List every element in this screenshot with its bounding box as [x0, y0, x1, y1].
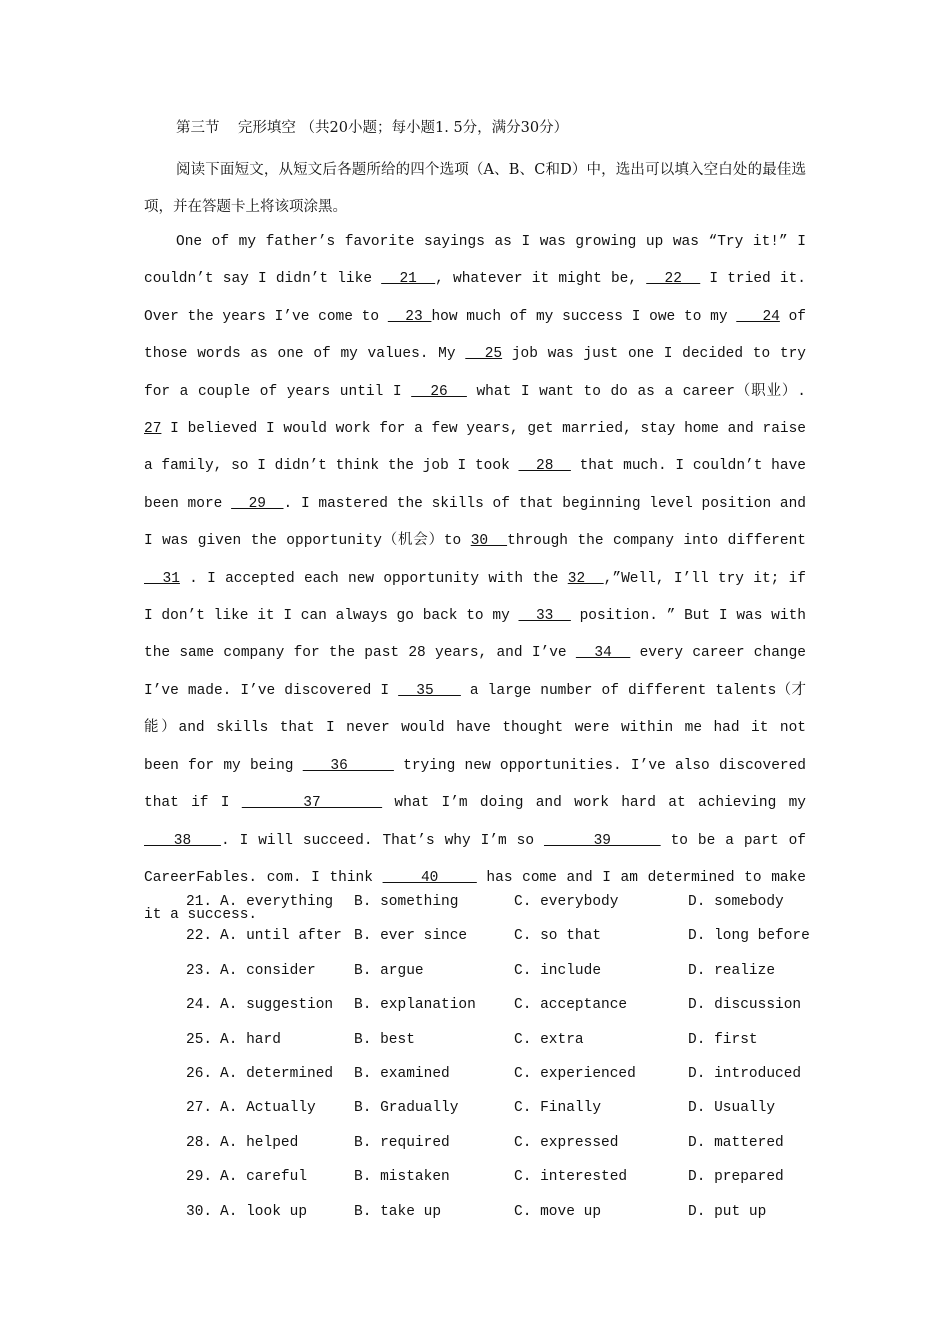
passage-text: job was just one I decided to try for a couple of years until I: [144, 346, 806, 400]
option-c: C. Finally: [514, 1100, 602, 1117]
answer-options: [186, 894, 826, 1238]
blank-36: 36: [302, 757, 394, 774]
option-a: A. until after: [220, 928, 342, 945]
option-a: A. careful: [220, 1169, 308, 1186]
option-c: C. acceptance: [514, 997, 628, 1014]
question-number: 30.: [186, 1203, 213, 1220]
blank-37: 37: [241, 795, 383, 812]
option-b: B. mistaken: [354, 1169, 450, 1186]
passage-text: trying new opportunities. I’ve also discovered that if I: [144, 757, 806, 812]
option-a: A. Actually: [220, 1100, 316, 1117]
option-c: C. move up: [514, 1203, 602, 1220]
question-row: [186, 1135, 826, 1169]
passage-text: has come and I am determined to make it a success.: [144, 869, 806, 924]
option-c: C. so that: [514, 928, 602, 945]
question-number: 23.: [186, 962, 213, 979]
blank-22: 22: [646, 271, 701, 288]
option-c: C. interested: [514, 1169, 628, 1186]
passage-text: through the company into different: [507, 533, 806, 550]
passage-text: of those words as one of my values. My: [144, 308, 807, 363]
blank-34: 34: [575, 645, 631, 662]
blank-38: 38: [144, 832, 221, 849]
option-a: A. consider: [220, 962, 316, 979]
blank-35: 35: [398, 682, 461, 699]
option-b: B. required: [354, 1134, 450, 1151]
option-b: B. Gradually: [354, 1100, 459, 1117]
option-a: A. hard: [220, 1031, 281, 1048]
option-d: D. somebody: [688, 894, 784, 910]
option-d: D. prepared: [688, 1169, 784, 1186]
blank-31: 31: [144, 570, 180, 587]
passage-text: position. ” But I was with the same company for the past 28 years, and I’ve: [144, 608, 806, 662]
question-number: 21.: [186, 894, 213, 910]
question-number: 24.: [186, 997, 213, 1014]
question-number: 25.: [186, 1031, 213, 1048]
question-number: 27.: [186, 1100, 213, 1117]
question-row: [186, 1100, 826, 1134]
passage-text: how much of my success I owe to my: [431, 308, 737, 325]
question-row: [186, 1204, 826, 1238]
passage-text: every career change I’ve made. I’ve discovered I: [144, 645, 806, 699]
option-b: B. explanation: [354, 997, 476, 1014]
blank-25: 25: [465, 346, 503, 363]
option-d: D. mattered: [688, 1134, 784, 1151]
option-a: A. everything: [220, 894, 334, 910]
blank-40: 40: [382, 869, 477, 886]
passage-text: what I’m doing and work hard at achieving my: [382, 795, 807, 812]
blank-30: 30: [470, 533, 508, 550]
option-c: C. everybody: [514, 894, 619, 910]
option-b: B. argue: [354, 962, 424, 979]
passage-text: . I mastered the skills of that beginning level position and I was given the opportunity（机会）to: [144, 495, 807, 550]
question-row: [186, 997, 826, 1031]
option-c: C. experienced: [514, 1065, 636, 1082]
option-b: B. something: [354, 894, 459, 910]
option-d: D. Usually: [688, 1100, 776, 1117]
question-row: [186, 1169, 826, 1203]
passage-text: that much. I couldn’t have been more: [144, 458, 806, 512]
passage-text: . I will succeed. That’s why I’m so: [220, 832, 544, 849]
blank-23: 23: [387, 308, 432, 325]
option-a: A. look up: [220, 1203, 308, 1220]
passage-text: to be a part of CareerFables. com. I think: [144, 832, 806, 886]
instructions: 阅读下面短文，从短文后各题所给的四个选项（A、B、C和D）中，选出可以填入空白处的最佳选项，并在答题卡上将该项涂黑。: [144, 162, 806, 215]
option-b: B. examined: [354, 1065, 450, 1082]
question-row: [186, 928, 826, 962]
option-d: D. discussion: [688, 997, 802, 1014]
blank-27: 27: [144, 421, 162, 438]
question-row: [186, 963, 826, 997]
cloze-passage: [144, 224, 806, 935]
passage-text: what I want to do as a career（职业）.: [466, 383, 807, 400]
option-c: C. include: [514, 962, 602, 979]
question-number: 26.: [186, 1065, 213, 1082]
blank-26: 26: [411, 383, 467, 400]
question-row: [186, 1032, 826, 1066]
option-a: A. determined: [220, 1065, 334, 1082]
blank-39: 39: [543, 832, 661, 849]
option-d: D. put up: [688, 1203, 767, 1220]
option-a: A. suggestion: [220, 997, 334, 1014]
option-d: D. long before: [688, 928, 810, 945]
option-c: C. expressed: [514, 1134, 619, 1151]
option-b: B. best: [354, 1031, 415, 1048]
passage-text: One of my father’s favorite sayings as I was growing up was “Try it!” I couldn’t say I didn’t like: [144, 234, 806, 288]
passage-text: . I accepted each new opportunity with the: [179, 570, 568, 587]
option-d: D. first: [688, 1031, 758, 1048]
option-b: B. take up: [354, 1203, 442, 1220]
blank-33: 33: [518, 608, 571, 625]
blank-21: 21: [381, 271, 436, 288]
option-a: A. helped: [220, 1134, 299, 1151]
section-heading: 第三节 完形填空 （共20小题；每小题1. 5分，满分30分）: [176, 120, 569, 136]
passage-text: I tried it. Over the years I’ve come to: [144, 271, 806, 325]
option-b: B. ever since: [354, 928, 468, 945]
passage-text: , whatever it might be,: [435, 271, 647, 288]
question-row: [186, 894, 826, 928]
passage-text: ,”Well, I’ll try it; if I don’t like it I can always go back to my: [144, 570, 807, 625]
option-c: C. extra: [514, 1031, 584, 1048]
option-d: D. introduced: [688, 1065, 802, 1082]
question-row: [186, 1066, 826, 1100]
passage-text: a large number of different talents（才能）and skills that I never would have thought were within me had it not been for my being: [144, 682, 806, 774]
question-number: 29.: [186, 1169, 213, 1186]
blank-32: 32: [567, 570, 604, 587]
question-number: 22.: [186, 928, 213, 945]
question-number: 28.: [186, 1134, 213, 1151]
passage-text: I believed I would work for a few years, get married, stay home and raise a family, so I didn’t think the job I took: [144, 421, 806, 475]
blank-24: 24: [736, 308, 780, 325]
blank-29: 29: [231, 495, 284, 512]
option-d: D. realize: [688, 962, 776, 979]
blank-28: 28: [518, 458, 571, 475]
